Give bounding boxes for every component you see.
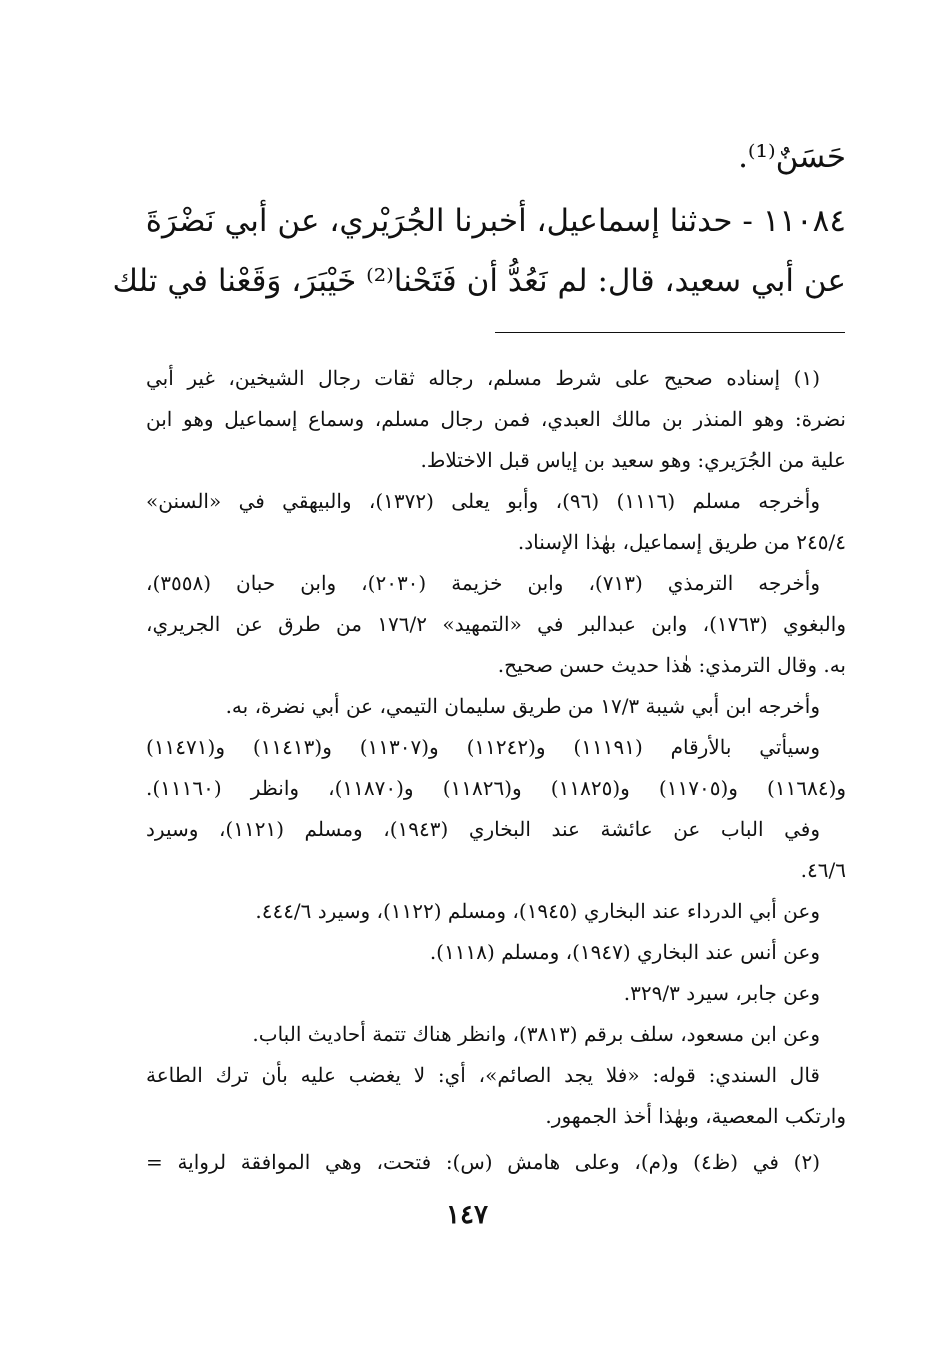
footnote-line: ٤٦/٦.: [800, 858, 846, 882]
footnote-divider: [495, 332, 845, 333]
footnote-line: نضرة: وهو المنذر بن مالك العبدي، فمن رجال مسلم، وسماع إسماعيل وهو ابن: [146, 407, 846, 431]
footnote-line: و(١١٦٨٤) و(١١٧٠٥) و(١١٨٢٥) و(١١٨٢٦) و(١١٨٧٠)، وانظر (١١١٦٠).: [146, 776, 846, 800]
footnote-line: وأخرجه مسلم (١١١٦) (٩٦)، وأبو يعلى (١٣٧٢)، والبيهقي في «السنن»: [146, 489, 821, 513]
footnote-line: (١) إسناده صحيح على شرط مسلم، رجاله ثقات رجال الشيخين، غير أبي: [146, 366, 820, 390]
footnote-line: وعن أبي الدرداء عند البخاري (١٩٤٥)، ومسلم (١١٢٢)، وسيرد ٤٤٤/٦.: [255, 899, 820, 923]
footnote-line: وأخرجه ابن أبي شيبة ١٧/٣ من طريق سليمان التيمي، عن أبي نضرة، به.: [225, 694, 820, 718]
footnote-line: وأخرجه الترمذي (٧١٣)، وابن خزيمة (٢٠٣٠)، وابن حبان (٣٥٥٨)،: [146, 571, 820, 595]
footnote-line: به. وقال الترمذي: هٰذا حديث حسن صحيح.: [497, 653, 846, 677]
footnote-line: وارتكب المعصية، وبهٰذا أخذ الجمهور.: [545, 1104, 846, 1128]
main-text-line-2: ١١٠٨٤ - حدثنا إسماعيل، أخبرنا الجُرَيْري، عن أبي نَضْرَةَ: [145, 203, 846, 239]
footnote-line: وعن جابر، سيرد ٣٢٩/٣.: [623, 981, 820, 1005]
footnote-line: علية من الجُرَيري: وهو سعيد بن إياس قبل الاختلاط.: [420, 448, 846, 472]
footnote-line: وعن أنس عند البخاري (١٩٤٧)، ومسلم (١١١٨).: [429, 940, 820, 964]
footnote-line: والبغوي (١٧٦٣)، وابن عبدالبر في «التمهيد» ١٧٦/٢ من طرق عن الجريري،: [146, 612, 846, 636]
footnote-line: قال السندي: قوله: «فلا يجد الصائم»، أي: لا يغضب عليه بأن ترك الطاعة: [146, 1063, 820, 1087]
main-text-line-3: عن أبي سعيد، قال: لم نَعُدُّ أن فَتَحْنا⁽²⁾ خَيْبَرَ، وَقَعْنا في تلك: [112, 263, 846, 299]
footnote-line: وسيأتي بالأرقام (١١١٩١) و(١١٢٤٢) و(١١٣٠٧) و(١١٤١٣) و(١١٤٧١): [146, 735, 821, 759]
footnote-line: ٢٤٥/٤ من طريق إسماعيل، بهٰذا الإسناد.: [517, 530, 846, 554]
page-number: ١٤٧: [446, 1200, 488, 1230]
main-text-line-1: حَسَنٌ⁽¹⁾.: [738, 139, 846, 175]
footnote-line: وعن ابن مسعود، سلف برقم (٣٨١٣)، وانظر هناك تتمة أحاديث الباب.: [252, 1022, 820, 1046]
footnotes: [146, 358, 846, 1183]
footnote-line: (٢) في (ظ٤) و(م)، وعلى هامش (س): فتحت، وهي الموافقة لرواية =: [146, 1150, 821, 1174]
footnote-line: وفي الباب عن عائشة عند البخاري (١٩٤٣)، ومسلم (١١٢١)، وسيرد: [146, 817, 820, 841]
